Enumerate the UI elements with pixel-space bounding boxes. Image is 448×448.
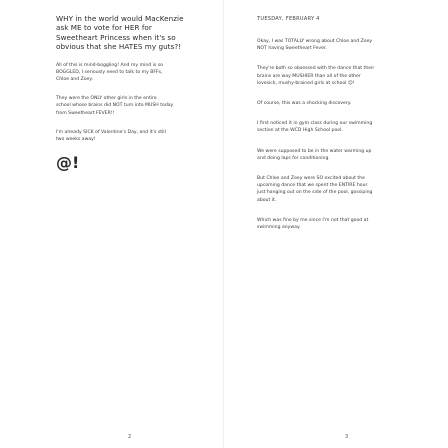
right-page [224, 0, 448, 448]
paragraph-boggled: All of this is mind-boggling! And my mind is so BOGGLED, I seriously need to talk to my BFFs, Chloe and Zoey. [56, 62, 163, 83]
signature-doodle: @! [56, 153, 80, 173]
paragraph-warming-up: We were supposed to be in the water warming up and doing laps for conditioning. [257, 148, 372, 161]
paragraph-wrong: Okay, I was TOTALLY wrong about Chloe and Zoey NOT having Sweetheart Fever. [257, 39, 373, 52]
paragraph-gym: I first noticed it in gym class during our swimming section at the WCD High School pool. [257, 121, 373, 134]
paragraph-gossip: But Chloe and Zoey were SO excited about the upcoming dance that we spent the ENTIRE hour just hanging out on the side of the pool, gossiping about it. [257, 176, 373, 203]
paragraph-valentines: I'm already SICK of Valentine's Day, and it's still two weeks away! [56, 129, 166, 143]
page-number-left: 2 [128, 434, 132, 440]
intro-question: WHY in the world would MacKenzie ask ME to vote for HER for Sweetheart Princess when it's so obvious that she HATES my guts?! [56, 14, 184, 52]
paragraph-swimming: Which was fine by me since I'm not that good at swimming anyway. [257, 217, 369, 231]
paragraph-obsessed: They're both so obsessed with the dance that their brains are way MUSHIER than all of the other lovesick, mushy-brained girls at school ☹! [257, 66, 375, 86]
paragraph-only-girls: They were the ONLY other girls in the entire school whose brains did NOT turn into MUSH today from Sweetheart FEVER!! [56, 96, 174, 116]
page-number-right: 3 [345, 434, 349, 440]
diary-date: TUESDAY, FEBRUARY 4 [257, 16, 320, 22]
paragraph-discovery: Of course, this was a shocking discovery. [257, 101, 352, 107]
